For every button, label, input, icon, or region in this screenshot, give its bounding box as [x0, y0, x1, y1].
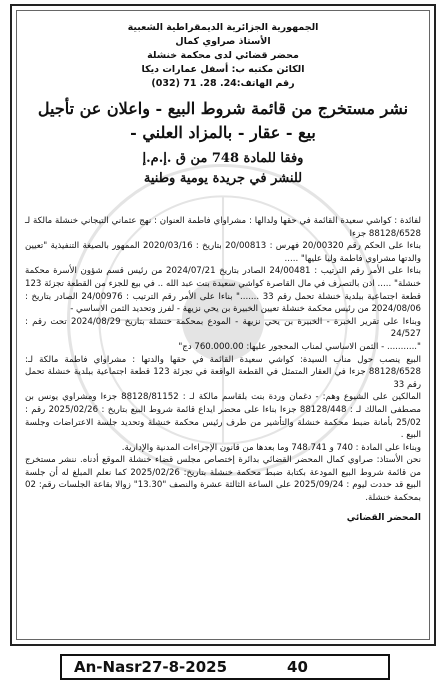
- page-number: 40: [287, 658, 308, 676]
- body-paragraph: وبناءا على تقرير الخبرة - الخبيرة بن يحي نزيهة - المودع بمحكمة خنشلة بتاريخ 2024/08/29 تحت رقم : 24/527: [25, 316, 421, 340]
- subtitle-line-2: للنشر في جريدة يومية وطنية: [143, 171, 303, 186]
- header-bailiff-title: محضر قضائي لدى محكمة خنشلة: [147, 50, 299, 61]
- header-bailiff-name: الأستاذ صراوي كمال: [175, 36, 271, 47]
- body-paragraph: "........... - الثمن الاساسي لمناب المحجور عليها: 760.000.00 دج": [178, 341, 421, 352]
- title-line-1: نشر مستخرج من قائمة شروط البيع - واعلان عن تأجيل: [37, 99, 409, 118]
- body-paragraph: لفائدة : كواشي سعيدة القائمة في حقها ولدالها : مشراواي فاطمة العنوان : نهج عثماني التيجاني خنشلة مالكة لـ 88128/6528 جزءا: [25, 216, 421, 239]
- announcement-subtitle: [25, 149, 421, 189]
- body-paragraph: بناءا على الأمر رقم الترتيب : 24/00481 الصادر بتاريخ 2024/07/21 من رئيس قسم شؤون الأسرة محكمة خنشلة" ..... اذن بالتصرف في مال القاصرة كواشي سعيدة بنت عبد الله .. في بيع للجزء من القطعة تجزئة 123 قطعة اجتماعية ببلدية خنشلة تحمل رقم 33 ......." بناءا على الأمر رقم الترتيب : 24/00976 الصادر بتاريخ : 2024/08/06 من رئيس محكمة خنشلة تعيين الخبيرة بن يحي نزيهة - لفرز وتحديد الثمن الاساسي -: [25, 266, 421, 315]
- office-header: [25, 21, 421, 91]
- header-address: الكائن مكتبه ب: أسفل عمارات ديكا: [141, 64, 305, 75]
- newspaper-footer: [60, 654, 390, 680]
- body-paragraph: بناءا على الحكم رقم 20/00320 فهرس : 20/00813 بتاريخ : 2020/03/16 الممهور بالصيغة التنفيذية "تعيين والدتها مشراوي فاطمة وليا عليها" .....: [25, 241, 421, 264]
- header-phone: رقم الهاتف:24. 28. 71 (032): [151, 78, 295, 89]
- body-paragraph: نحن الأستاذ: صراوي كمال المحضر القضائي بدائرة إختصاص مجلس قضاء خنشلة الموقع أدناه. ننشر مستخرج من قائمة شروط البيع المودعة بكتابة ضبط محكمة خنشلة بتاريخ: 2025/02/26 كما نعلم المبلغ له أن جلسة البيع قد حددت ليوم : 2025/09/24 على الساعة الثالثة عشرة والنصف "13.30" زوالا بقاعة الجلسات رقم: 02 بمحكمة خنشلة.: [25, 455, 422, 504]
- newspaper-source: An-Nasr27-8-2025: [74, 658, 228, 676]
- subtitle-line-1: وفقا للمادة 748 من ق .إ.م.إ: [142, 151, 304, 166]
- announcement-body: [25, 215, 421, 505]
- title-line-2: بيع - عقار - بالمزاد العلني -: [130, 123, 316, 142]
- header-country: الجمهورية الجزائرية الديمقراطية الشعبية: [127, 22, 319, 33]
- body-paragraph: البيع ينصب حول مناب السيدة: كواشي سعيدة القائمة في حقها والدتها : مشراواي فاطمة مالكة لـ: 88128/6528 جزءا في العقار المتمثل في القطعة الواقعة في تجزئة 123 قطعة اجتماعية ببلدية خنشلة تحمل رقم 33: [25, 354, 421, 390]
- body-paragraph: وبناءا على المادة : 740 و 748.741 وما بعدها من قانون الإجراءات المدنية والإدارية.: [121, 442, 421, 453]
- announcement-title: [25, 97, 421, 145]
- signature-label: المحضر القضائي: [346, 512, 421, 523]
- announcement-inner-border: [16, 10, 430, 640]
- body-paragraph: المالكين على الشيوع وهم: - دغمان وردة بنت بلقاسم مالكة لـ : 88128/81152 جزءا ومشراوي يونس بن مصطفى المالك لـ : 88128/448 جزءا بناءا على محضر ايداع قائمة شروط البيع بتاريخ : 2025/02/26 رقم : 25/02 بأمانة ضبط محكمة خنشلة والتأشير من طرف رئيس محكمة خنشلة وتحديد جلسة الاعتراضات وجلسة البيع .: [25, 392, 422, 441]
- announcement-frame: [10, 4, 436, 646]
